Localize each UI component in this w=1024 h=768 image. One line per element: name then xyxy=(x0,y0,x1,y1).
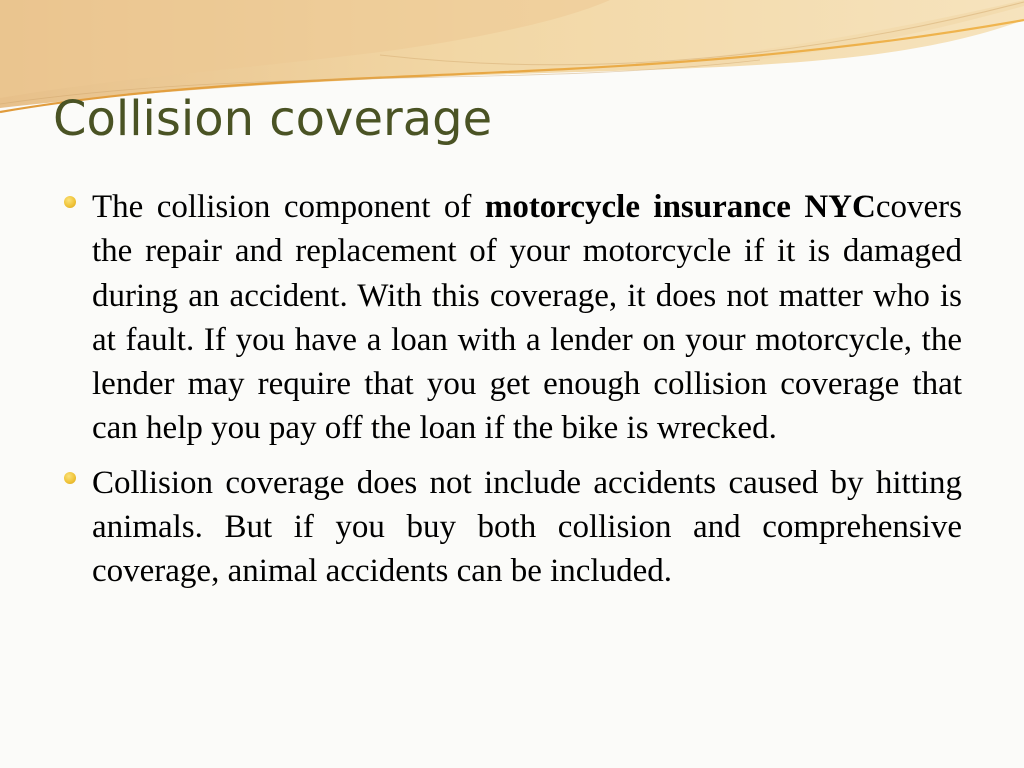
bullet-text: Collision coverage does not include accidents caused by hitting animals. But if you buy both collision and comprehensive coverage, animal accidents can be included. xyxy=(92,464,962,590)
bullet-dot-icon xyxy=(64,472,76,484)
bullet-text-rest: covers the repair and replacement of your motorcycle if it is damaged during an accident. With this coverage, it does not matter who is at fault. If you have a loan with a lender on your motorcycle, the lender may require that you get enough collision coverage that can help you pay off the loan if the bike is wrecked. xyxy=(92,189,962,447)
slide-title: Collision coverage xyxy=(53,91,493,147)
bullet-text-lead: The collision component of xyxy=(92,189,485,225)
bullet-text-bold: motorcycle insurance NYC xyxy=(484,189,876,225)
bullet-dot-icon xyxy=(64,196,76,208)
bullet-item xyxy=(92,461,962,594)
bullet-list xyxy=(92,185,962,594)
bullet-item xyxy=(92,185,962,451)
